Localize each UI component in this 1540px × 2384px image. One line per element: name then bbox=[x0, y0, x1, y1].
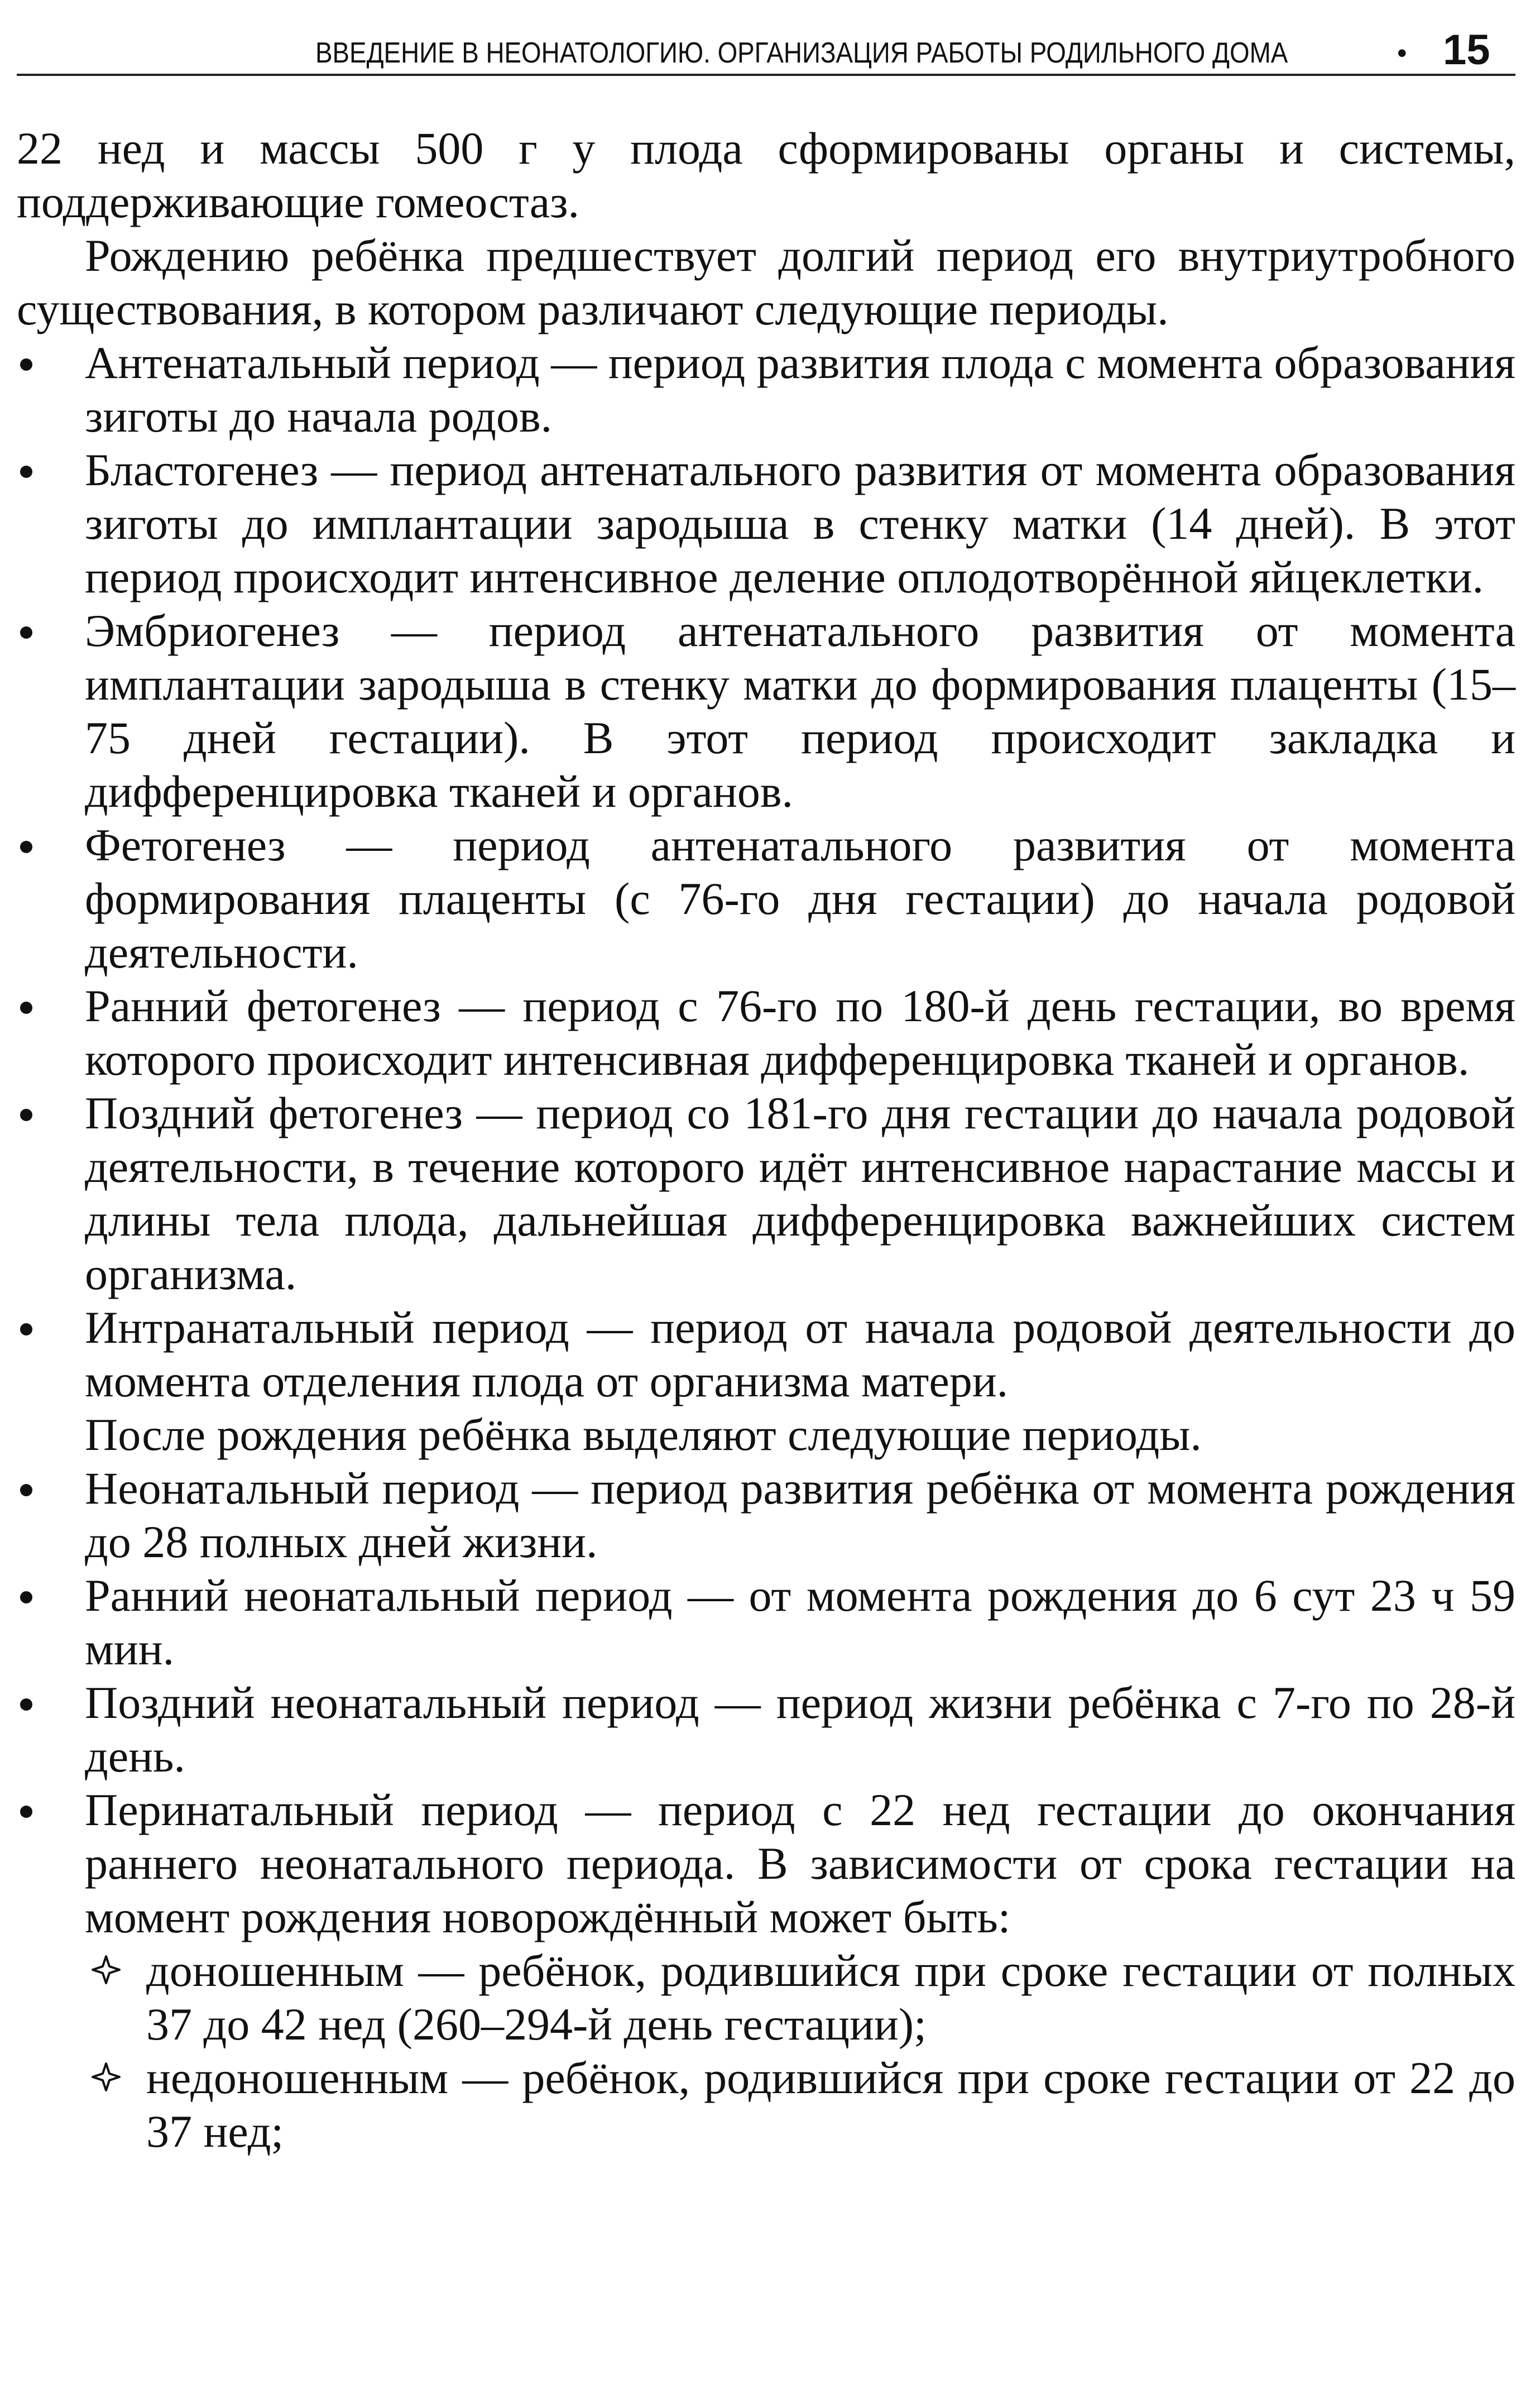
list-item-text: Ранний неонатальный период — от момента рождения до 6 сут 23 ч 59 мин. bbox=[85, 1570, 1515, 1674]
list-item bbox=[17, 1301, 1515, 1408]
list-item-text: Поздний фетогенез — период со 181-го дня гестации до начала родовой деятельности, в течение которого идёт интенсивное нарастание массы и длины тела плода, дальнейшая дифференцировка важнейших систем организма. bbox=[85, 1088, 1515, 1299]
header-separator: • bbox=[1397, 37, 1407, 69]
after-birth-paragraph: После рождения ребёнка выделяют следующие периоды. bbox=[85, 1409, 1202, 1460]
sub-list-item bbox=[85, 1944, 1515, 2051]
bullet-icon bbox=[20, 1109, 32, 1121]
list-item-text: Перинатальный период — период с 22 нед гестации до окончания раннего неонатального периода. В зависимости от срока гестации на момент рождения новорождённый может быть: bbox=[85, 1784, 1515, 1942]
list-item-text: Эмбриогенез — период антенатального развития от момента имплантации зародыша в стенку матки до формирования плаценты (15–75 дней гестации). В этот период происходит закладка и дифференцировка тканей и органов. bbox=[85, 605, 1515, 817]
list-item-text: Неонатальный период — период развития ребёнка от момента рождения до 28 полных дней жизни. bbox=[85, 1463, 1515, 1567]
bullet-icon bbox=[20, 1698, 32, 1711]
header-rule bbox=[17, 74, 1515, 76]
bullet-icon bbox=[20, 1002, 32, 1014]
sub-list-item-text: недоношенным — ребёнок, родившийся при сроке гестации от 22 до 37 нед; bbox=[146, 2052, 1515, 2157]
list-item bbox=[17, 818, 1515, 979]
list-item-text: Антенатальный период — период развития плода с момента образования зиготы до начала родов. bbox=[85, 337, 1515, 442]
bullet-icon bbox=[20, 466, 32, 478]
page-content bbox=[17, 122, 1515, 2158]
list-item-text: Поздний неонатальный период — период жизни ребёнка с 7-го по 28-й день. bbox=[85, 1677, 1515, 1782]
prenatal-periods-list bbox=[17, 336, 1515, 1408]
list-item-text: Бластогенез — период антенатального развития от момента образования зиготы до имплантации зародыша в стенку матки (14 дней). В этот период происходит интенсивное деление оплодотворённой яйцеклетки. bbox=[85, 444, 1515, 602]
list-item bbox=[17, 1569, 1515, 1676]
bullet-icon bbox=[20, 1806, 32, 1818]
list-item-text: Фетогенез — период антенатального развития от момента формирования плаценты (с 76-го дня гестации) до начала родовой деятельности. bbox=[85, 820, 1515, 978]
four-point-star-icon bbox=[90, 2061, 122, 2093]
list-item bbox=[17, 336, 1515, 443]
bullet-icon bbox=[20, 1484, 32, 1496]
list-item-text: Интранатальный период — период от начала родовой деятельности до момента отделения плода от организма матери. bbox=[85, 1302, 1515, 1406]
list-item bbox=[17, 1086, 1515, 1301]
bullet-icon bbox=[20, 841, 32, 853]
list-item bbox=[17, 1462, 1515, 1569]
list-item-text: Ранний фетогенез — период с 76-го по 180-й день гестации, во время которого происходит интенсивная дифференцировка тканей и органов. bbox=[85, 980, 1515, 1085]
page-number: 15 bbox=[1443, 26, 1490, 74]
postnatal-periods-list bbox=[17, 1462, 1515, 2158]
list-item bbox=[17, 1676, 1515, 1783]
list-item bbox=[17, 443, 1515, 604]
bullet-icon bbox=[20, 1323, 32, 1335]
continuation-paragraph: 22 нед и массы 500 г у плода сформированы органы и системы, поддерживающие гомеостаз. bbox=[17, 123, 1515, 227]
list-item bbox=[17, 979, 1515, 1086]
list-item bbox=[17, 1783, 1515, 2158]
sub-list-item-text: доношенным — ребёнок, родившийся при сроке гестации от полных 37 до 42 нед (260–294-й день гестации); bbox=[146, 1945, 1515, 2050]
newborn-types-list bbox=[85, 1944, 1515, 2158]
chapter-title: ВВЕДЕНИЕ В НЕОНАТОЛОГИЮ. ОРГАНИЗАЦИЯ РАБОТЫ РОДИЛЬНОГО ДОМА bbox=[315, 37, 1288, 69]
bullet-icon bbox=[20, 358, 32, 371]
four-point-star-icon bbox=[90, 1954, 122, 1985]
list-item bbox=[17, 604, 1515, 818]
intro-paragraph: Рождению ребёнка предшествует долгий период его внутриутробного существования, в котором различают следующие периоды. bbox=[17, 230, 1515, 334]
running-header bbox=[315, 26, 1515, 75]
sub-list-item bbox=[85, 2051, 1515, 2158]
bullet-icon bbox=[20, 626, 32, 639]
bullet-icon bbox=[20, 1591, 32, 1603]
